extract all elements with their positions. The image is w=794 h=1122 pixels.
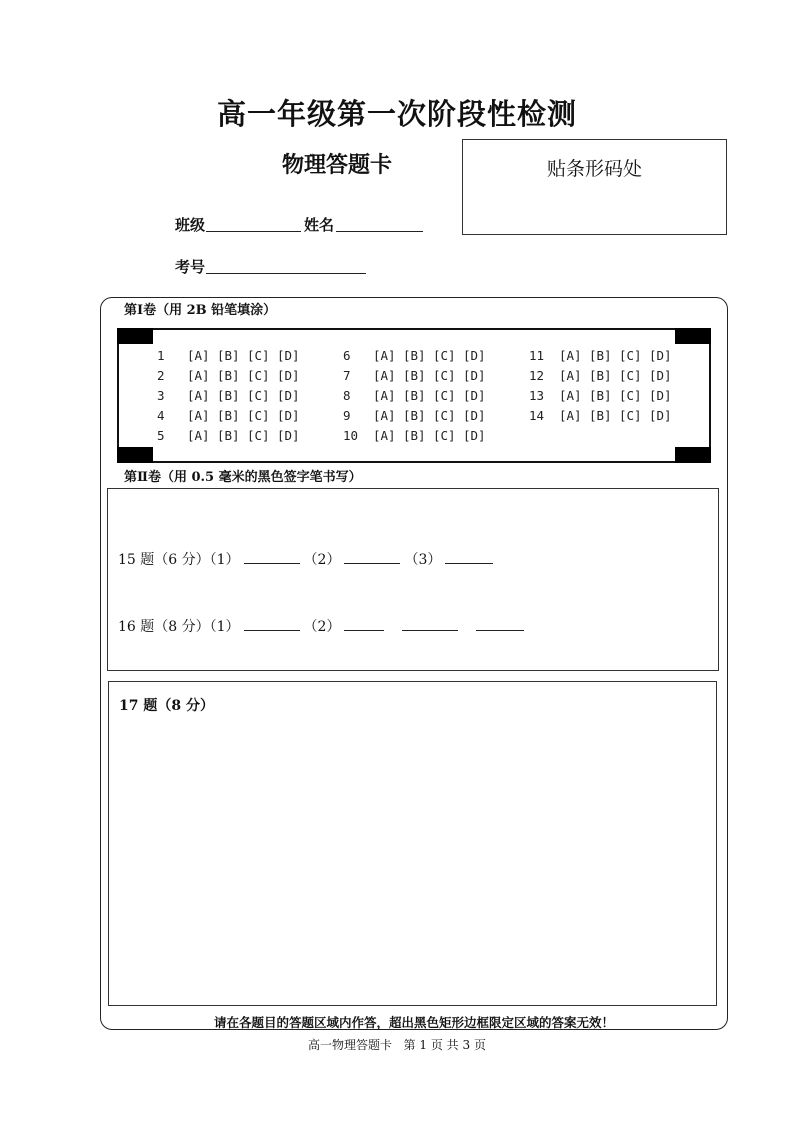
question-16-blank-4[interactable] — [476, 618, 524, 631]
mc-option-bubble[interactable]: [B] — [589, 348, 612, 363]
mc-option-bubble[interactable]: [B] — [217, 408, 240, 423]
question-15-part2-label: （2） — [303, 552, 341, 568]
mc-question-number: 12 — [529, 368, 545, 383]
mc-option-bubble[interactable]: [B] — [403, 348, 426, 363]
mc-option-bubble[interactable]: [C] — [247, 388, 270, 403]
mc-question-row — [157, 348, 307, 363]
multiple-choice-box — [117, 328, 711, 463]
mc-option-bubble[interactable]: [C] — [433, 368, 456, 383]
question-16-part2-label: （2） — [303, 619, 341, 635]
question-15-blank-2[interactable] — [344, 551, 400, 564]
question-15-part3-label: （3） — [404, 552, 442, 568]
answer-area-notice: 请在各题目的答题区域内作答，超出黑色矩形边框限定区域的答案无效！ — [213, 1015, 614, 1030]
barcode-label: 贴条形码处 — [546, 158, 642, 180]
mc-option-bubble[interactable]: [D] — [463, 388, 486, 403]
mc-option-bubble[interactable]: [B] — [217, 368, 240, 383]
mc-question-row — [157, 408, 307, 423]
mc-question-number: 7 — [343, 368, 351, 383]
answer-box-17[interactable] — [108, 681, 717, 1006]
mc-option-bubble[interactable]: [A] — [373, 408, 396, 423]
mc-question-number: 9 — [343, 408, 351, 423]
mc-question-number: 13 — [529, 388, 545, 403]
footer-page-mid: 页 共 — [430, 1038, 459, 1052]
footer-page-current: 1 — [419, 1038, 427, 1052]
mc-option-bubble[interactable]: [B] — [403, 428, 426, 443]
question-17-label: 17 题（8 分） — [119, 698, 214, 714]
mc-question-row — [343, 368, 493, 383]
question-15-part1-label: （1） — [209, 552, 240, 568]
mc-option-bubble[interactable]: [D] — [277, 348, 300, 363]
mc-option-bubble[interactable]: [B] — [403, 368, 426, 383]
question-15-blank-3[interactable] — [445, 551, 493, 564]
name-label: 姓名 — [304, 216, 335, 234]
mc-option-bubble[interactable]: [C] — [619, 408, 642, 423]
mc-question-row — [157, 368, 307, 383]
page-footer — [0, 1036, 794, 1053]
mc-question-row — [529, 368, 679, 383]
mc-option-bubble[interactable]: [D] — [463, 428, 486, 443]
mc-option-bubble[interactable]: [C] — [433, 388, 456, 403]
mc-option-bubble[interactable]: [A] — [187, 348, 210, 363]
mc-option-bubble[interactable]: [D] — [649, 408, 672, 423]
page-subtitle: 物理答题卡 — [282, 153, 393, 178]
section2-title: 第Ⅱ卷（用 0.5 毫米的黑色签字笔书写） — [124, 470, 362, 485]
mc-question-number: 6 — [343, 348, 351, 363]
question-16-part1-label: （1） — [209, 619, 240, 635]
mc-option-bubble[interactable]: [A] — [559, 408, 582, 423]
mc-option-bubble[interactable]: [D] — [277, 408, 300, 423]
mc-question-number: 10 — [343, 428, 359, 443]
mc-option-bubble[interactable]: [A] — [187, 368, 210, 383]
footer-page-suffix: 页 — [473, 1038, 486, 1052]
mc-option-bubble[interactable]: [B] — [403, 388, 426, 403]
alignment-mark-bottom-right — [675, 447, 711, 463]
name-field[interactable] — [336, 231, 423, 232]
alignment-mark-top-left — [117, 328, 153, 344]
mc-question-row — [529, 408, 679, 423]
mc-option-bubble[interactable]: [D] — [463, 408, 486, 423]
section1-title: 第Ⅰ卷（用 2B 铅笔填涂） — [124, 303, 277, 318]
mc-option-bubble[interactable]: [D] — [649, 368, 672, 383]
mc-option-bubble[interactable]: [D] — [277, 368, 300, 383]
mc-option-bubble[interactable]: [D] — [649, 348, 672, 363]
question-15 — [118, 549, 497, 569]
mc-option-bubble[interactable]: [B] — [217, 348, 240, 363]
mc-option-bubble[interactable]: [B] — [403, 408, 426, 423]
mc-option-bubble[interactable]: [C] — [247, 408, 270, 423]
question-15-blank-1[interactable] — [244, 551, 300, 564]
mc-option-bubble[interactable]: [A] — [373, 388, 396, 403]
page-title: 高一年级第一次阶段性检测 — [216, 97, 577, 131]
mc-question-number: 2 — [157, 368, 165, 383]
mc-option-bubble[interactable]: [C] — [619, 348, 642, 363]
mc-question-number: 5 — [157, 428, 165, 443]
mc-question-row — [529, 348, 679, 363]
mc-question-row — [529, 388, 679, 403]
mc-option-bubble[interactable]: [D] — [463, 368, 486, 383]
mc-option-bubble[interactable]: [D] — [649, 388, 672, 403]
mc-question-row — [343, 388, 493, 403]
mc-question-number: 1 — [157, 348, 165, 363]
footer-doc-name: 高一物理答题卡 — [308, 1038, 393, 1052]
mc-option-bubble[interactable]: [A] — [559, 368, 582, 383]
mc-option-bubble[interactable]: [C] — [247, 348, 270, 363]
mc-question-number: 3 — [157, 388, 165, 403]
mc-option-bubble[interactable]: [D] — [463, 348, 486, 363]
mc-option-bubble[interactable]: [A] — [373, 428, 396, 443]
mc-option-bubble[interactable]: [C] — [619, 388, 642, 403]
exam-number-field[interactable] — [206, 273, 366, 274]
mc-option-bubble[interactable]: [D] — [277, 428, 300, 443]
mc-question-row — [157, 388, 307, 403]
answer-box-15-16 — [107, 488, 719, 671]
mc-option-bubble[interactable]: [C] — [433, 408, 456, 423]
class-field[interactable] — [206, 231, 301, 232]
question-16-blank-1[interactable] — [244, 618, 300, 631]
mc-option-bubble[interactable]: [C] — [619, 368, 642, 383]
barcode-area — [462, 139, 727, 235]
question-16-blank-3[interactable] — [402, 618, 458, 631]
mc-option-bubble[interactable]: [B] — [589, 388, 612, 403]
mc-option-bubble[interactable]: [B] — [589, 408, 612, 423]
mc-question-number: 14 — [529, 408, 545, 423]
mc-option-bubble[interactable]: [A] — [373, 348, 396, 363]
mc-option-bubble[interactable]: [B] — [217, 428, 240, 443]
mc-option-bubble[interactable]: [C] — [247, 428, 270, 443]
mc-option-bubble[interactable]: [C] — [433, 348, 456, 363]
mc-option-bubble[interactable]: [D] — [277, 388, 300, 403]
mc-option-bubble[interactable]: [A] — [559, 348, 582, 363]
mc-option-bubble[interactable]: [B] — [589, 368, 612, 383]
question-15-label: 15 题（6 分） — [118, 552, 210, 568]
question-16-label: 16 题（8 分） — [118, 619, 210, 635]
mc-question-row — [157, 428, 307, 443]
mc-option-bubble[interactable]: [B] — [217, 388, 240, 403]
mc-option-bubble[interactable]: [A] — [187, 408, 210, 423]
mc-option-bubble[interactable]: [C] — [247, 368, 270, 383]
mc-option-bubble[interactable]: [A] — [559, 388, 582, 403]
mc-question-row — [343, 348, 493, 363]
alignment-mark-top-right — [675, 328, 711, 344]
mc-question-number: 8 — [343, 388, 351, 403]
mc-option-bubble[interactable]: [C] — [433, 428, 456, 443]
mc-option-bubble[interactable]: [A] — [187, 388, 210, 403]
mc-option-bubble[interactable]: [A] — [187, 428, 210, 443]
footer-page-prefix: 第 — [403, 1038, 416, 1052]
mc-question-number: 11 — [529, 348, 545, 363]
footer-page-total: 3 — [462, 1038, 471, 1052]
mc-option-bubble[interactable]: [A] — [373, 368, 396, 383]
alignment-mark-bottom-left — [117, 447, 153, 463]
exam-number-label: 考号 — [175, 258, 206, 276]
mc-question-row — [343, 408, 493, 423]
mc-question-row — [343, 428, 493, 443]
class-label: 班级 — [175, 216, 206, 234]
mc-question-number: 4 — [157, 408, 165, 423]
question-16 — [118, 616, 528, 636]
question-16-blank-2[interactable] — [344, 618, 384, 631]
